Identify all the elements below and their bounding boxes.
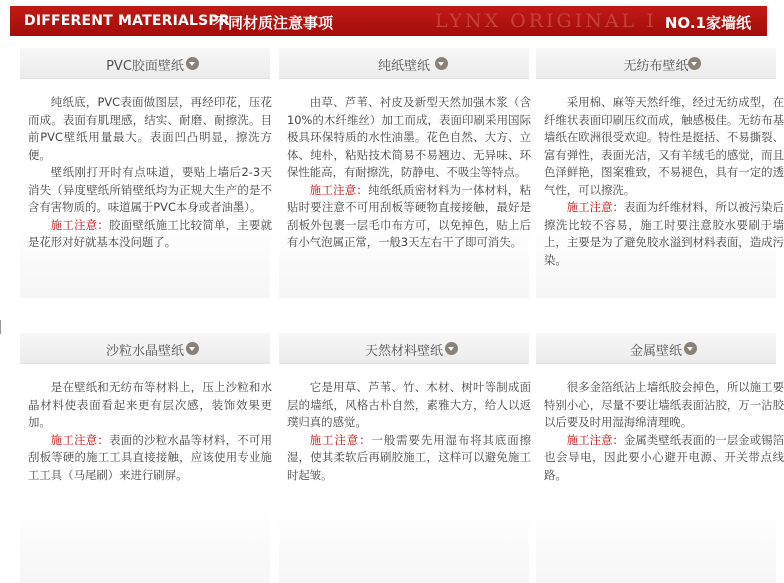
banner-brand: NO.1家墙纸	[664, 14, 751, 32]
note-text: 胶面壁纸施工比较简单，主要就是花形对好就基本没问题了。	[28, 217, 272, 249]
card-body	[28, 94, 272, 252]
card-title: PVC胶面壁纸	[106, 59, 184, 74]
chevron-down-icon[interactable]	[186, 57, 199, 70]
material-card-nonwoven	[536, 48, 784, 298]
chevron-down-icon[interactable]	[435, 57, 448, 70]
card-header[interactable]	[20, 48, 270, 79]
card-body	[544, 94, 784, 269]
note-label: 施工注意：	[50, 432, 110, 447]
note-text: 纯纸纸质密材料为一体材料，粘贴时要注意不可用刮板等硬物直接接触，最好是刮板外包裹一层毛巾布方可，以免掉色，贴上后有小气泡属正常，一般3天左右干了即可消失。	[287, 182, 531, 249]
card-header[interactable]	[536, 333, 776, 364]
note-label: 施工注意：	[566, 200, 624, 214]
banner-english-title: DIFFERENT MATERIALSPR ·	[24, 13, 241, 29]
card-paragraph: 是在壁纸和无纺布等材料上，压上沙粒和水晶材料使表面看起来更有层次感，装饰效果更加。	[28, 380, 272, 429]
card-paragraph: 纯纸底，PVC表面做图层，再经印花，压花而成。表面有肌理感，结实、耐磨、耐擦洗。目前PVC壁纸用量最大。表面凹凸明显，擦洗方便。	[28, 95, 272, 162]
card-note	[28, 217, 272, 252]
card-body	[544, 379, 784, 484]
banner-chinese-title: 不同材质注意事项	[213, 14, 334, 32]
note-label: 施工注意：	[309, 182, 369, 197]
card-body	[287, 379, 531, 484]
material-card-pure-paper	[279, 48, 529, 298]
chevron-down-icon[interactable]	[186, 342, 199, 355]
card-title: 无纺布壁纸	[623, 59, 689, 74]
card-title: 纯纸壁纸	[377, 59, 430, 74]
card-body	[28, 379, 272, 484]
note-label: 施工注意：	[50, 217, 110, 232]
chevron-down-icon[interactable]	[688, 57, 701, 70]
material-card-pvc	[20, 48, 270, 298]
card-header[interactable]	[279, 48, 529, 79]
material-card-metallic	[536, 333, 784, 583]
card-note	[287, 432, 531, 485]
material-card-natural	[279, 333, 529, 583]
material-card-sand-crystal	[20, 333, 270, 583]
note-text: 表面的沙粒水晶等材料，不可用刮板等硬的施工工具直接接触，应该使用专业施工工具（马尾刷）来进行刷屏。	[28, 432, 272, 482]
note-label: 施工注意：	[566, 432, 624, 447]
header-banner	[10, 6, 767, 36]
card-paragraph: 壁纸刚打开时有点味道，要贴上墙后2-3天消失（异度壁纸所销壁纸均为正规大生产的是不含有害物质的。味道属于PVC本身或者油墨）。	[28, 165, 272, 214]
card-body	[287, 94, 531, 252]
banner-watermark: LYNX ORIGINAL I	[435, 10, 657, 32]
note-label: 施工注意：	[309, 432, 372, 447]
card-paragraph: 它是用草、芦苇、竹、木材、树叶等制成面层的墙纸，风格古朴自然，素雅大方，给人以返璞归真的感觉。	[287, 380, 531, 429]
note-text: 一般需要先用湿布将其底面擦湿，使其柔软后再刷胶施工，这样可以避免施工时起皱。	[287, 432, 531, 482]
card-paragraph: 采用棉、麻等天然纤维，经过无纺成型，在纤维状表面印刷压纹而成，触感极佳。无纺布基墙纸在欧洲很受欢迎。特性是挺括、不易撕裂、富有弹性，表面光洁，又有羊绒毛的感觉，而且色泽鲜艳，图案雅致，不易褪色，具有一定的透气性，可以擦洗。	[544, 95, 784, 197]
note-text: 金属类壁纸表面的一层金或锡箔也会导电，因此要小心避开电源、开关带点线路。	[544, 432, 784, 482]
card-header[interactable]	[20, 333, 270, 364]
page-edge-marker	[0, 320, 4, 334]
chevron-down-icon[interactable]	[684, 342, 697, 355]
card-title: 沙粒水晶壁纸	[105, 344, 184, 359]
card-title: 天然材料壁纸	[364, 344, 443, 359]
card-note	[544, 199, 784, 269]
note-text: 表面为纤维材料，所以被污染后擦洗比较不容易，施工时要注意胶水要刷于墙上，主要是为了避免胶水溢到材料表面，造成污染。	[544, 200, 784, 267]
card-note	[544, 432, 784, 485]
card-note	[28, 432, 272, 485]
card-header[interactable]	[536, 48, 776, 79]
card-note	[287, 182, 531, 252]
card-paragraph: 很多金箔纸沾上墙纸胶会掉色，所以施工要特别小心，尽量不要让墙纸表面沾胶，万一沾胶以后要及时用湿海绵清理晚。	[544, 380, 784, 429]
chevron-down-icon[interactable]	[445, 342, 458, 355]
card-paragraph: 由草、芦苇、衬皮及新型天然加强木浆（含10%的木纤维丝）加工而成，表面印刷采用国际极具环保特质的水性油墨。花色自然、大方、立体、纯朴，粘贴技术简易不易翘边、无异味、环保性能高，有耐擦洗，防静电、不吸尘等特点。	[287, 95, 531, 179]
card-header[interactable]	[279, 333, 529, 364]
card-title: 金属壁纸	[629, 344, 682, 359]
